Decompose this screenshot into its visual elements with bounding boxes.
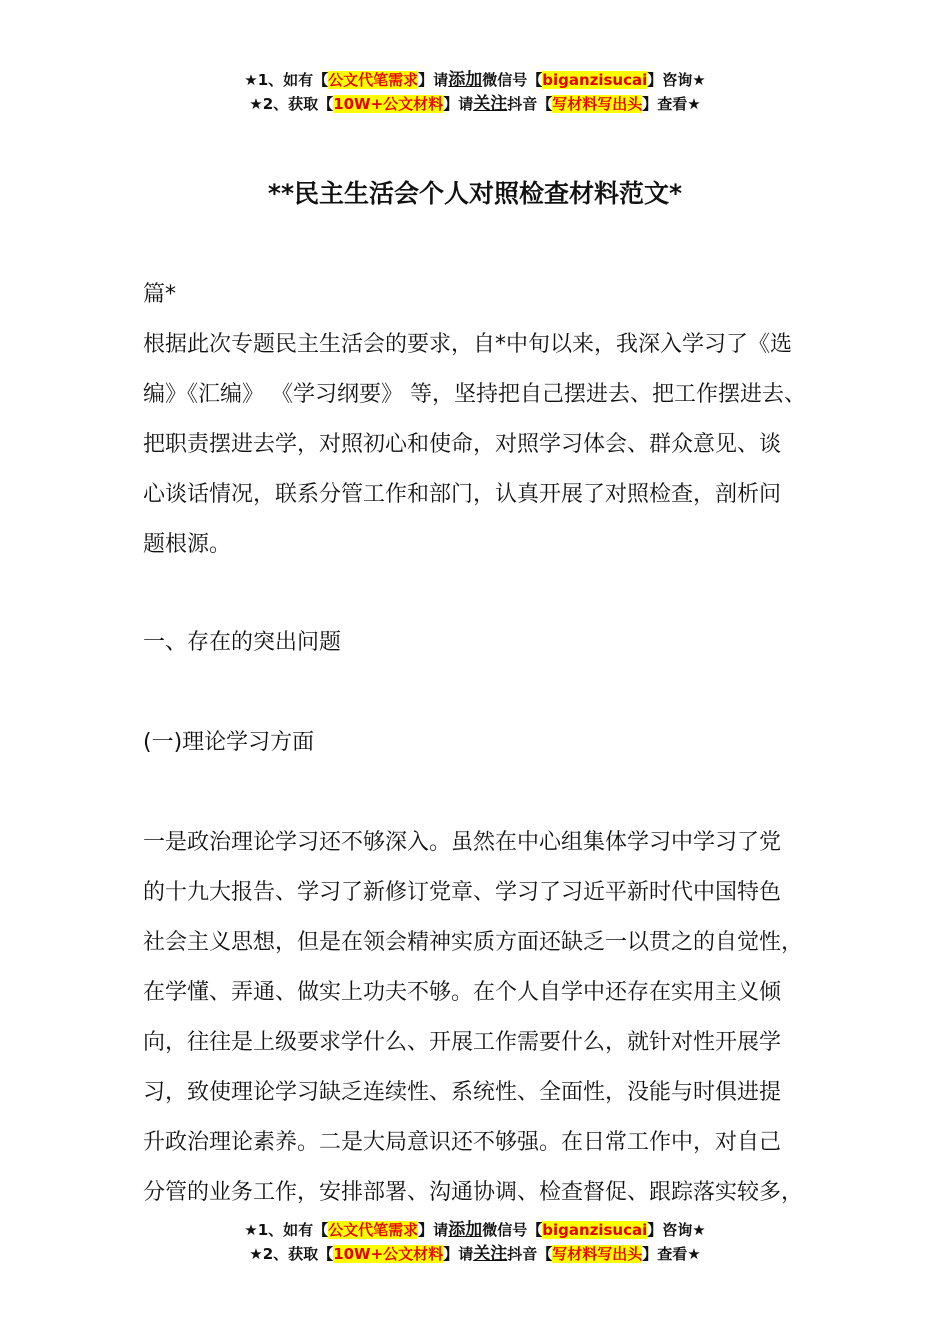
section-heading-block	[143, 618, 833, 668]
text-line: 心谈话情况，联系分管工作和部门，认真开展了对照检查，剖析问	[143, 482, 782, 507]
banner-text: ★2、获取【	[249, 1245, 334, 1263]
banner-emphasis: 关注	[473, 1244, 508, 1264]
text-line: 的十九大报告、学习了新修订党章、学习了习近平新时代中国特色	[143, 880, 782, 905]
text-line: 编》《汇编》 《学习纲要》 等，坚持把自己摆进去、把工作摆进去、	[143, 382, 806, 407]
banner-highlight: 写材料写出头	[552, 95, 643, 113]
banner-line-2	[0, 92, 950, 116]
banner-highlight: 写材料写出头	[552, 1245, 643, 1263]
top-banner	[0, 68, 950, 116]
problem-paragraph	[143, 818, 833, 1218]
section-label: 篇*	[143, 282, 177, 307]
banner-text: 】咨询★	[647, 71, 706, 89]
banner-emphasis: 关注	[473, 94, 508, 114]
text-line: 分管的业务工作，安排部署、沟通协调、检查督促、跟踪落实较多，	[143, 1180, 804, 1205]
document-body	[143, 270, 833, 570]
banner-text: 抖音【	[507, 95, 553, 113]
text-line: 向，往往是上级要求学什么、开展工作需要什么，就针对性开展学	[143, 1030, 782, 1055]
text-line: 习，致使理论学习缺乏连续性、系统性、全面性，没能与时俱进提	[143, 1080, 782, 1105]
text-line: 升政治理论素养。二是大局意识还不够强。在日常工作中，对自己	[143, 1130, 782, 1155]
text-line: 根据此次专题民主生活会的要求，自*中旬以来，我深入学习了《选	[143, 332, 793, 357]
subsection-heading-block	[143, 718, 833, 768]
text-line: 社会主义思想，但是在领会精神实质方面还缺乏一以贯之的自觉性，	[143, 930, 804, 955]
banner-text: 】请	[418, 1221, 449, 1239]
banner-highlight: biganzisucai	[542, 1221, 648, 1239]
banner-text: ★2、获取【	[249, 95, 334, 113]
document-title: **民主生活会个人对照检查材料范文*	[267, 179, 683, 208]
banner-text: 抖音【	[507, 1245, 553, 1263]
banner-line-2	[0, 1242, 950, 1266]
banner-text: 微信号【	[482, 71, 543, 89]
text-line: 在学懂、弄通、做实上功夫不够。在个人自学中还存在实用主义倾	[143, 980, 782, 1005]
banner-highlight: 公文代笔需求	[328, 1221, 419, 1239]
banner-text: ★1、如有【	[244, 1221, 329, 1239]
banner-text: 】咨询★	[647, 1221, 706, 1239]
text-line: 题根源。	[143, 532, 232, 557]
banner-line-1	[0, 68, 950, 92]
banner-text: ★1、如有【	[244, 71, 329, 89]
banner-highlight: 10W+公文材料	[333, 95, 444, 113]
banner-text: 】请	[443, 1245, 474, 1263]
banner-highlight: 10W+公文材料	[333, 1245, 444, 1263]
banner-text: 】查看★	[642, 1245, 701, 1263]
banner-text: 】请	[443, 95, 474, 113]
banner-line-1	[0, 1218, 950, 1242]
banner-emphasis: 添加	[448, 1220, 483, 1240]
banner-text: 微信号【	[482, 1221, 543, 1239]
banner-highlight: biganzisucai	[542, 71, 648, 89]
bottom-banner	[0, 1218, 950, 1266]
text-line: 把职责摆进去学，对照初心和使命，对照学习体会、群众意见、谈	[143, 432, 782, 457]
text-line: 一是政治理论学习还不够深入。虽然在中心组集体学习中学习了党	[143, 830, 782, 855]
subsection-heading: (一)理论学习方面	[143, 730, 315, 755]
banner-text: 】查看★	[642, 95, 701, 113]
banner-emphasis: 添加	[448, 70, 483, 90]
banner-text: 】请	[418, 71, 449, 89]
section-heading: 一、存在的突出问题	[143, 630, 342, 655]
banner-highlight: 公文代笔需求	[328, 71, 419, 89]
